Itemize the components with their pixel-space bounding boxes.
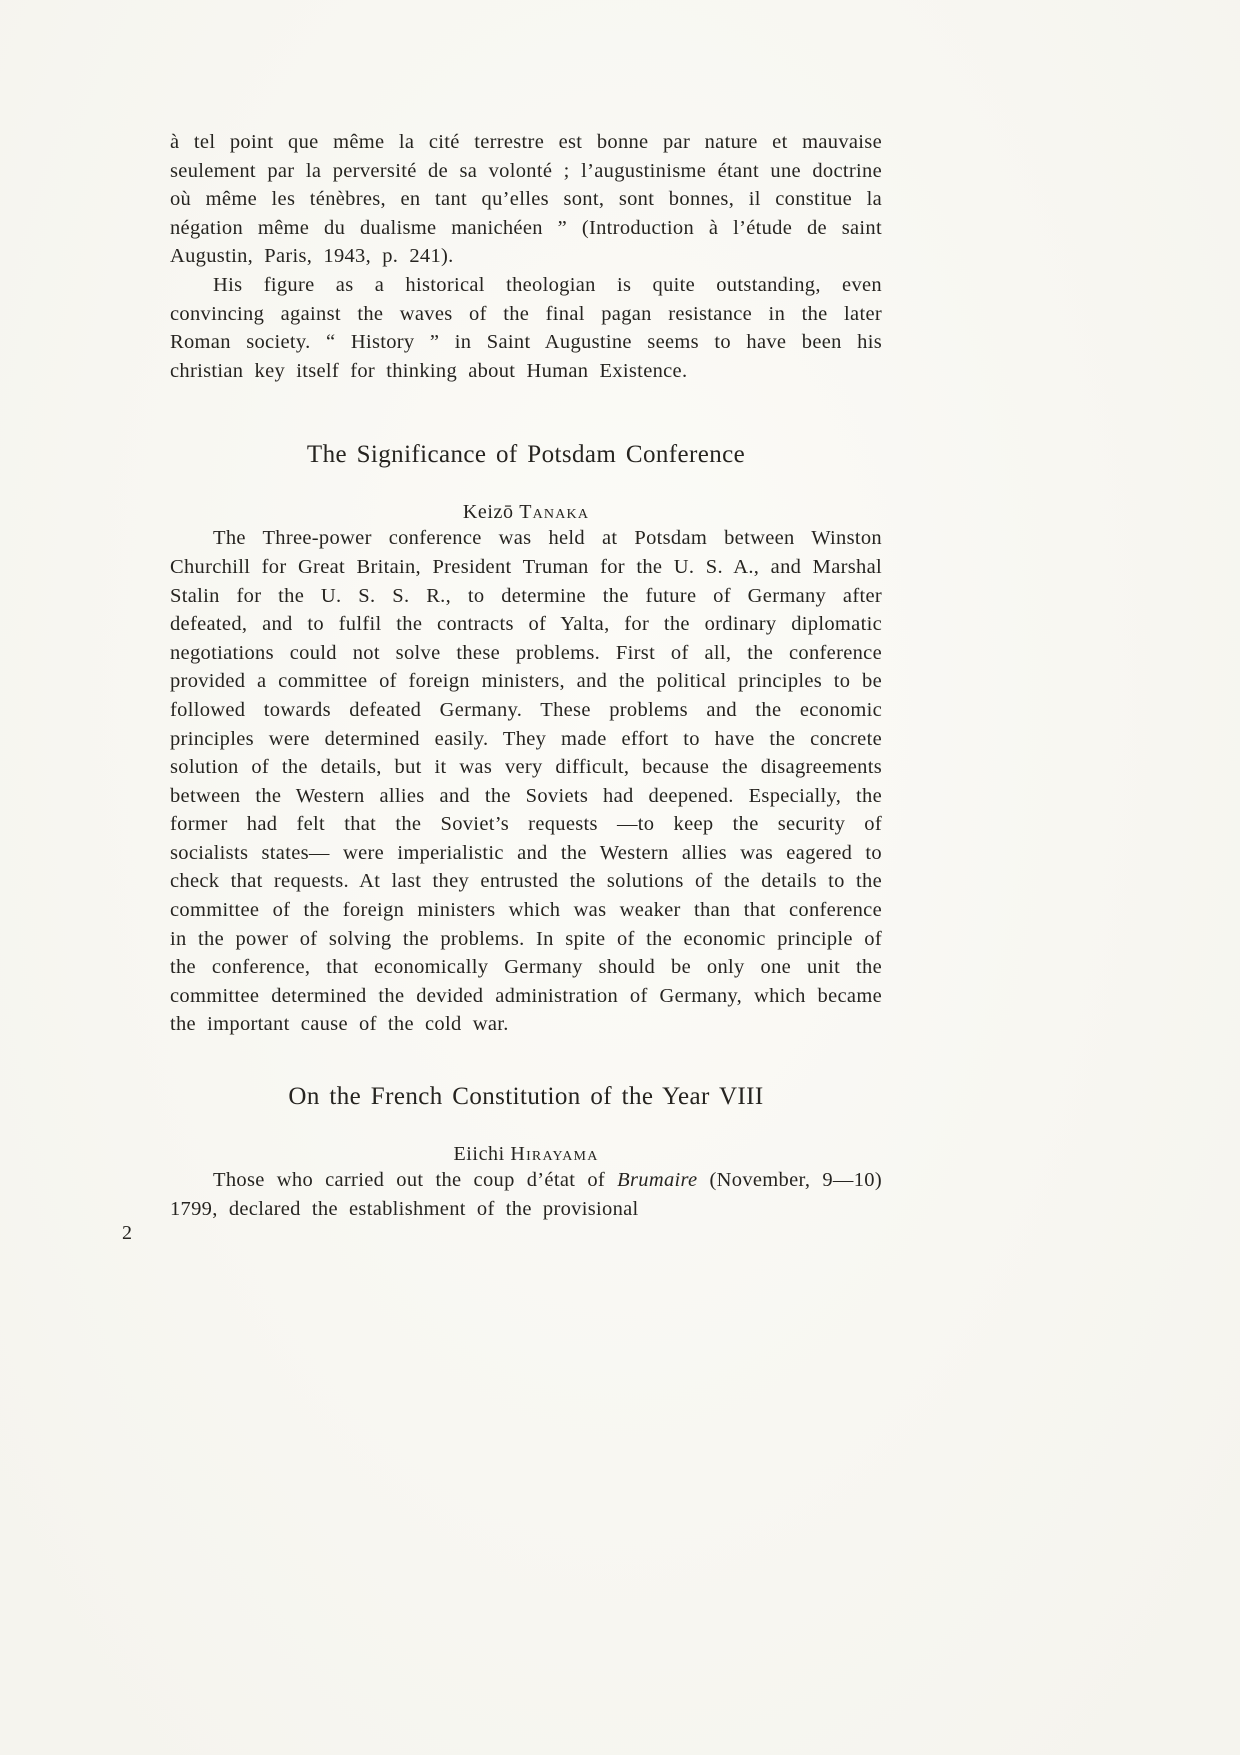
author-last-name: Hirayama [510, 1143, 599, 1166]
article-title-french-constitution: On the French Constitution of the Year VIII [288, 1083, 764, 1111]
article-author-tanaka [170, 501, 882, 524]
article-author-hirayama [170, 1143, 882, 1166]
article-title-potsdam: The Significance of Potsdam Conference [306, 441, 746, 469]
carryover-english-paragraph: His figure as a historical theologian is quite outstanding, even convincing against the waves of the final pagan resistance in the later Roman society. “ History ” in Saint Augustine seems to have been his christian key itself for thinking about Human Existence. [170, 273, 882, 382]
page-content [170, 0, 882, 1223]
article-body-potsdam: The Three-power conference was held at Potsdam between Winston Churchill for Great Britain, President Truman for the U. S. A., and Marshal Stalin for the U. S. S. R., to determine the future of Germany after defeated, and to fulfil the contracts of Yalta, for the ordinary diplomatic negotiations could not solve these problems. First of all, the conference provided a committee of foreign ministers, and the political principles to be followed towards defeated Germany. These problems and the economic principles were determined easily. They made effort to have the concrete solution of the details, but it was very difficult, because the disagreements between the Western allies and the Soviets had deepened. Especially, the former had felt that the Soviet’s requests —to keep the security of socialists states— were imperialistic and the Western allies was eagered to check that requests. At last they entrusted the solutions of the details to the committee of the foreign ministers which was weaker than that conference in the power of solving the problems. In spite of the economic principle of the conference, that economically Germany should be only one unit the committee determined the devided administration of Germany, which became the important cause of the cold war. [170, 527, 882, 1036]
author-first-name: Keizō [462, 501, 520, 524]
body-italic-term: Brumaire [617, 1169, 698, 1192]
author-first-name: Eiichi [453, 1143, 511, 1166]
body-rest-text: (November, 9—10) 1799, declared the establishment of the provisional [170, 1169, 882, 1220]
article-body-french-constitution [170, 1166, 882, 1223]
page-number: 2 [122, 1222, 132, 1244]
carryover-french-paragraph: à tel point que même la cité terrestre est bonne par nature et mauvaise seulement par la perversité de sa volonté ; l’augustinisme étant une doctrine où même les ténèbres, en tant qu’elles sont, sont bonnes, il constitue la négation même du dualisme manichéen ” (Introduction à l’étude de saint Augustin, Paris, 1943, p. 241). [170, 131, 882, 268]
body-intro-text: Those who carried out the coup d’état of [213, 1169, 618, 1192]
author-last-name: Tanaka [519, 501, 590, 524]
